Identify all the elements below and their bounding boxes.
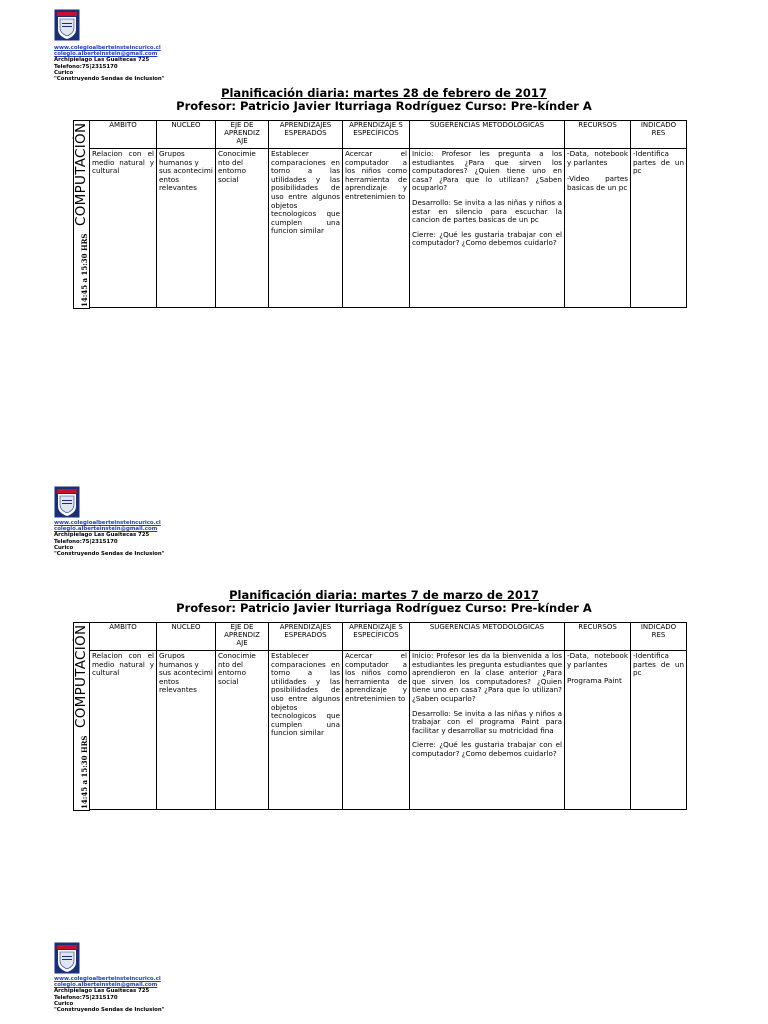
cell-nucleo: Grupos humanos y sus acontecimi entos relevantes [157,651,216,810]
sugerencia-desarrollo: Desarrollo: Se invita a las niñas y niños a trabajar con el programa Paint para facilitar y desarrollar su motricidad fina [412,708,562,735]
header-nucleo: NÚCLEO [157,623,216,651]
school-logo [54,9,80,41]
plan-side-column [73,622,90,811]
cell-eje: Conocimie nto del entorno social [216,149,269,308]
sugerencia-inicio: Inicio: Profesor les pregunta a los estudiantes ¿Para que sirven los computadores? ¿Quien tiene uno en casa? ¿Para que lo utilizan? ¿Saben ocuparlo? [412,149,562,193]
school-phone: Telefono:75|2315170 [54,538,118,545]
header-nucleo: NÚCLEO [157,121,216,149]
school-web-link[interactable]: www.colegioalberteinsteincurico.cl [54,976,161,982]
cell-sugerencias [410,651,565,810]
time-vertical-label: 14:45 a 15:30 HRS [80,233,89,307]
header-recursos: RECURSOS [565,121,631,149]
plan-title-block [0,589,768,615]
plan-title: Planificación diaria: martes 7 de marzo de 2017 [229,588,539,602]
school-city: Curico [54,544,74,551]
cell-recursos [565,651,631,810]
school-motto: "Construyendo Sendas de Inclusion" [54,76,165,83]
school-logo [54,942,80,974]
recurso-item: -Data, notebook y parlantes [567,149,628,167]
cell-especificos: Acercar el computador a los niños como herramienta de aprendizaje y entretenimien to [343,651,410,810]
header-ambito: ÁMBITO [90,121,157,149]
header-indicadores: INDICADO RES [631,121,687,149]
school-email-link[interactable]: colegio.alberteinstein@gmail.com [54,982,158,989]
plan-side-column [73,120,90,309]
header-recursos: RECURSOS [565,623,631,651]
school-header [54,976,165,1013]
cell-ambito: Relacion con el medio natural y cultural [90,651,157,810]
sugerencia-cierre: Cierre: ¿Qué les gustaria trabajar con el computador? ¿Como debemos cuidarlo? [412,740,562,758]
header-ambito: ÁMBITO [90,623,157,651]
school-email-link[interactable]: colegio.alberteinstein@gmail.com [54,51,158,58]
header-esperados: APRENDIZAJES ESPERADOS [269,623,343,651]
header-sugerencias: SUGERENCIAS METODOLÓGICAS [410,121,565,149]
cell-recursos [565,149,631,308]
sugerencia-inicio: Inicio: Profesor les da la bienvenida a los estudiantes les pregunta estudiantes que aprendieron en la clase anterior ¿Para que sirven los computadores? ¿Quien tiene uno en casa? ¿Para que lo utilizan? ¿Saben ocuparlo? [412,651,562,703]
cell-especificos: Acercar el computador a los niños como herramienta de aprendizaje y entretenimien to [343,149,410,308]
subject-vertical-label: COMPUTACIÓN [73,624,89,728]
cell-esperados: Establecer comparaciones en torno a las utilidades y las posibilidades de uso entre algunos objetos tecnologicos que cumplen una funcion similar [269,149,343,308]
recurso-item: -Data, notebook y parlantes [567,651,628,669]
cell-eje: Conocimie nto del entorno social [216,651,269,810]
recurso-item: -Video partes basicas de un pc [567,174,628,192]
header-especificos: APRENDIZAJE S ESPECÍFICOS [343,623,410,651]
header-eje: EJE DE APRENDIZ AJE [216,623,269,651]
subject-vertical-label: COMPUTACIÓN [73,122,89,226]
table-row [90,149,687,308]
recurso-item: Programa Paint [567,676,622,686]
school-email-link[interactable]: colegio.alberteinstein@gmail.com [54,526,158,533]
planning-table [89,120,687,308]
header-indicadores: INDICADO RES [631,623,687,651]
plan-subtitle: Profesor: Patricio Javier Iturriaga Rodríguez Curso: Pre-kínder A [176,601,592,615]
plan-subtitle: Profesor: Patricio Javier Iturriaga Rodríguez Curso: Pre-kínder A [176,99,592,113]
header-esperados: APRENDIZAJES ESPERADOS [269,121,343,149]
table-row [90,651,687,810]
plan-title-block [0,87,768,113]
header-especificos: APRENDIZAJE S ESPECÍFICOS [343,121,410,149]
header-eje: EJE DE APRENDIZ AJE [216,121,269,149]
school-city: Curico [54,1000,74,1007]
cell-indicadores: -Identifica partes de un pc [631,651,687,810]
school-address: Archipielago Las Guaitecas 725 [54,532,150,539]
school-header [54,520,165,557]
school-header [54,45,165,82]
time-vertical-label: 14:45 a 15:30 HRS [80,735,89,809]
school-web-link[interactable]: www.colegioalberteinsteincurico.cl [54,45,161,51]
school-web-link[interactable]: www.colegioalberteinsteincurico.cl [54,520,161,526]
school-phone: Telefono:75|2315170 [54,994,118,1001]
header-sugerencias: SUGERENCIAS METODOLÓGICAS [410,623,565,651]
cell-ambito: Relacion con el medio natural y cultural [90,149,157,308]
planning-table [89,622,687,810]
school-address: Archipielago Las Guaitecas 725 [54,57,150,64]
cell-esperados: Establecer comparaciones en torno a las utilidades y las posibilidades de uso entre algunos objetos tecnologicos que cumplen una funcion similar [269,651,343,810]
cell-sugerencias [410,149,565,308]
school-motto: "Construyendo Sendas de Inclusion" [54,551,165,558]
cell-indicadores: -Identifica partes de un pc [631,149,687,308]
school-phone: Telefono:75|2315170 [54,63,118,70]
school-city: Curico [54,69,74,76]
sugerencia-cierre: Cierre: ¿Qué les gustaria trabajar con el computador? ¿Como debemos cuidarlo? [412,229,562,248]
plan-title: Planificación diaria: martes 28 de febrero de 2017 [221,86,547,100]
school-motto: "Construyendo Sendas de Inclusion" [54,1007,165,1014]
school-address: Archipielago Las Guaitecas 725 [54,988,150,995]
cell-nucleo: Grupos humanos y sus acontecimi entos relevantes [157,149,216,308]
sugerencia-desarrollo: Desarrollo: Se invita a las niñas y niños a estar en silencio para escuchar la cancion de partes basicas de un pc [412,197,562,225]
school-logo [54,486,80,518]
